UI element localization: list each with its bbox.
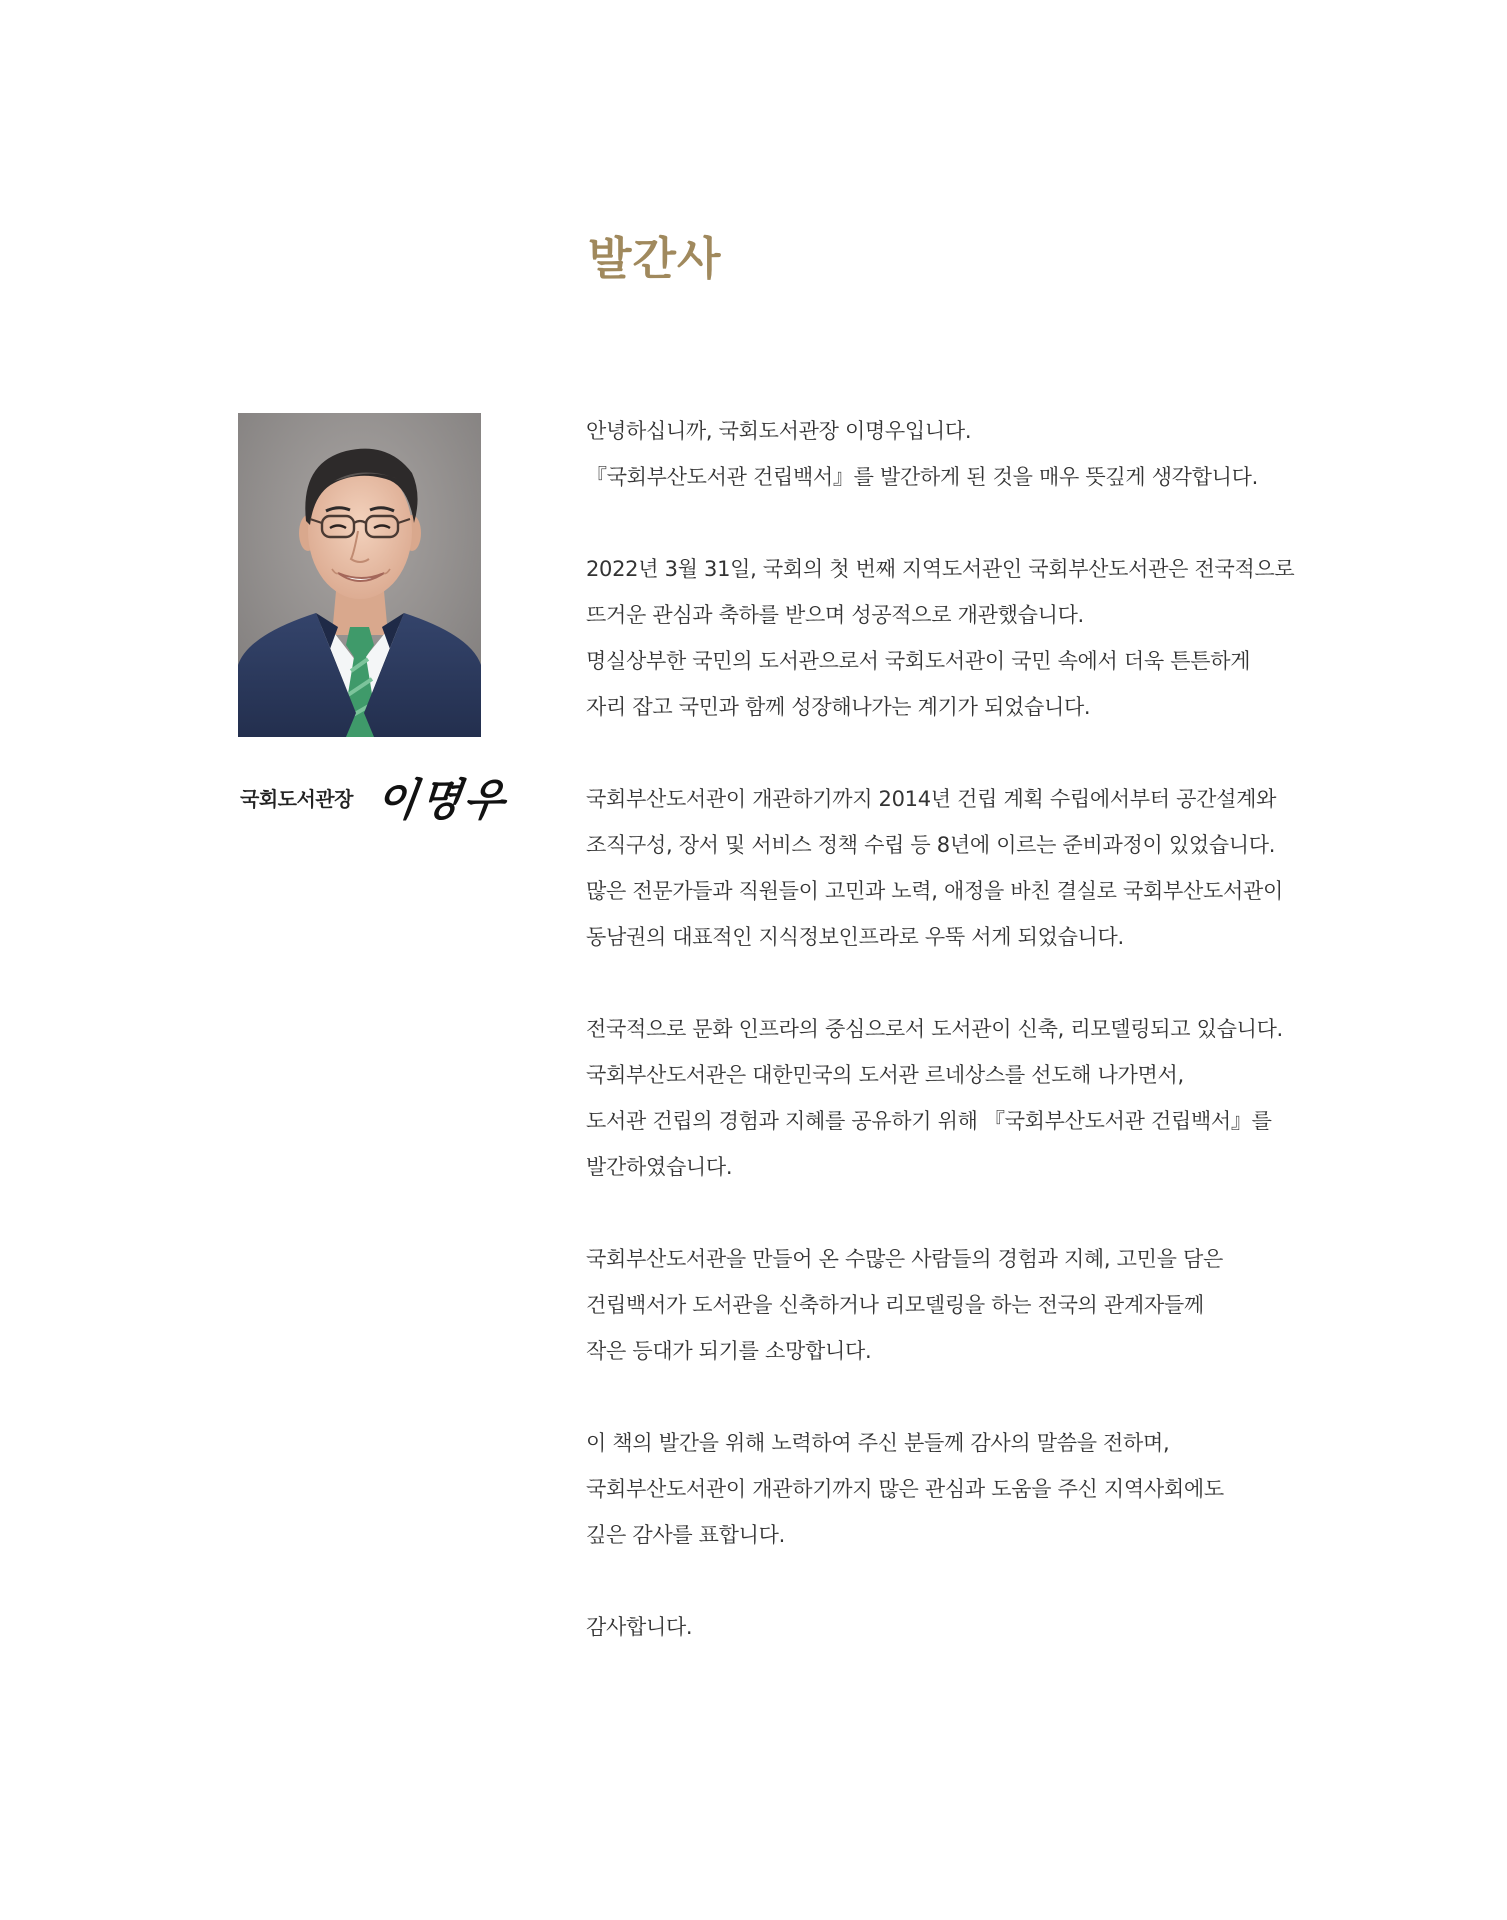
text-line: 국회부산도서관을 만들어 온 수많은 사람들의 경험과 지혜, 고민을 담은	[586, 1247, 1223, 1271]
text-line: 발간하였습니다.	[586, 1155, 733, 1179]
author-portrait	[238, 413, 481, 737]
text-line: 명실상부한 국민의 도서관으로서 국회도서관이 국민 속에서 더욱 튼튼하게	[586, 649, 1251, 673]
text-line: 국회부산도서관이 개관하기까지 2014년 건립 계획 수립에서부터 공간설계와	[586, 787, 1277, 811]
page-title: 발간사	[588, 232, 722, 285]
text-line: 건립백서가 도서관을 신축하거나 리모델링을 하는 전국의 관계자들께	[586, 1293, 1204, 1317]
paragraph	[586, 776, 1416, 960]
text-line: 이 책의 발간을 위해 노력하여 주신 분들께 감사의 말씀을 전하며,	[586, 1431, 1170, 1455]
text-line: 감사합니다.	[586, 1615, 693, 1639]
foreword-body	[586, 408, 1416, 1696]
author-signature: 이명우	[372, 773, 511, 826]
paragraph	[586, 408, 1416, 500]
text-line: 2022년 3월 31일, 국회의 첫 번째 지역도서관인 국회부산도서관은 전국적으로	[586, 557, 1295, 581]
paragraph-closing	[586, 1604, 1416, 1650]
author-position: 국회도서관장	[240, 786, 353, 811]
text-line: 조직구성, 장서 및 서비스 정책 수립 등 8년에 이르는 준비과정이 있었습니다.	[586, 833, 1276, 857]
text-line: 국회부산도서관이 개관하기까지 많은 관심과 도움을 주신 지역사회에도	[586, 1477, 1224, 1501]
author-caption	[240, 772, 511, 826]
paragraph	[586, 1420, 1416, 1558]
text-line: 국회부산도서관은 대한민국의 도서관 르네상스를 선도해 나가면서,	[586, 1063, 1184, 1087]
paragraph	[586, 546, 1416, 730]
text-line: 동남권의 대표적인 지식정보인프라로 우뚝 서게 되었습니다.	[586, 925, 1124, 949]
text-line: 작은 등대가 되기를 소망합니다.	[586, 1339, 872, 1363]
paragraph	[586, 1236, 1416, 1374]
text-line: 『국회부산도서관 건립백서』를 발간하게 된 것을 매우 뜻깊게 생각합니다.	[586, 465, 1258, 489]
text-line: 자리 잡고 국민과 함께 성장해나가는 계기가 되었습니다.	[586, 695, 1091, 719]
text-line: 깊은 감사를 표합니다.	[586, 1523, 785, 1547]
text-line: 도서관 건립의 경험과 지혜를 공유하기 위해 『국회부산도서관 건립백서』를	[586, 1109, 1272, 1133]
text-line: 안녕하십니까, 국회도서관장 이명우입니다.	[586, 419, 972, 443]
text-line: 뜨거운 관심과 축하를 받으며 성공적으로 개관했습니다.	[586, 603, 1084, 627]
text-line: 전국적으로 문화 인프라의 중심으로서 도서관이 신축, 리모델링되고 있습니다.	[586, 1017, 1283, 1041]
text-line: 많은 전문가들과 직원들이 고민과 노력, 애정을 바친 결실로 국회부산도서관이	[586, 879, 1283, 903]
paragraph	[586, 1006, 1416, 1190]
